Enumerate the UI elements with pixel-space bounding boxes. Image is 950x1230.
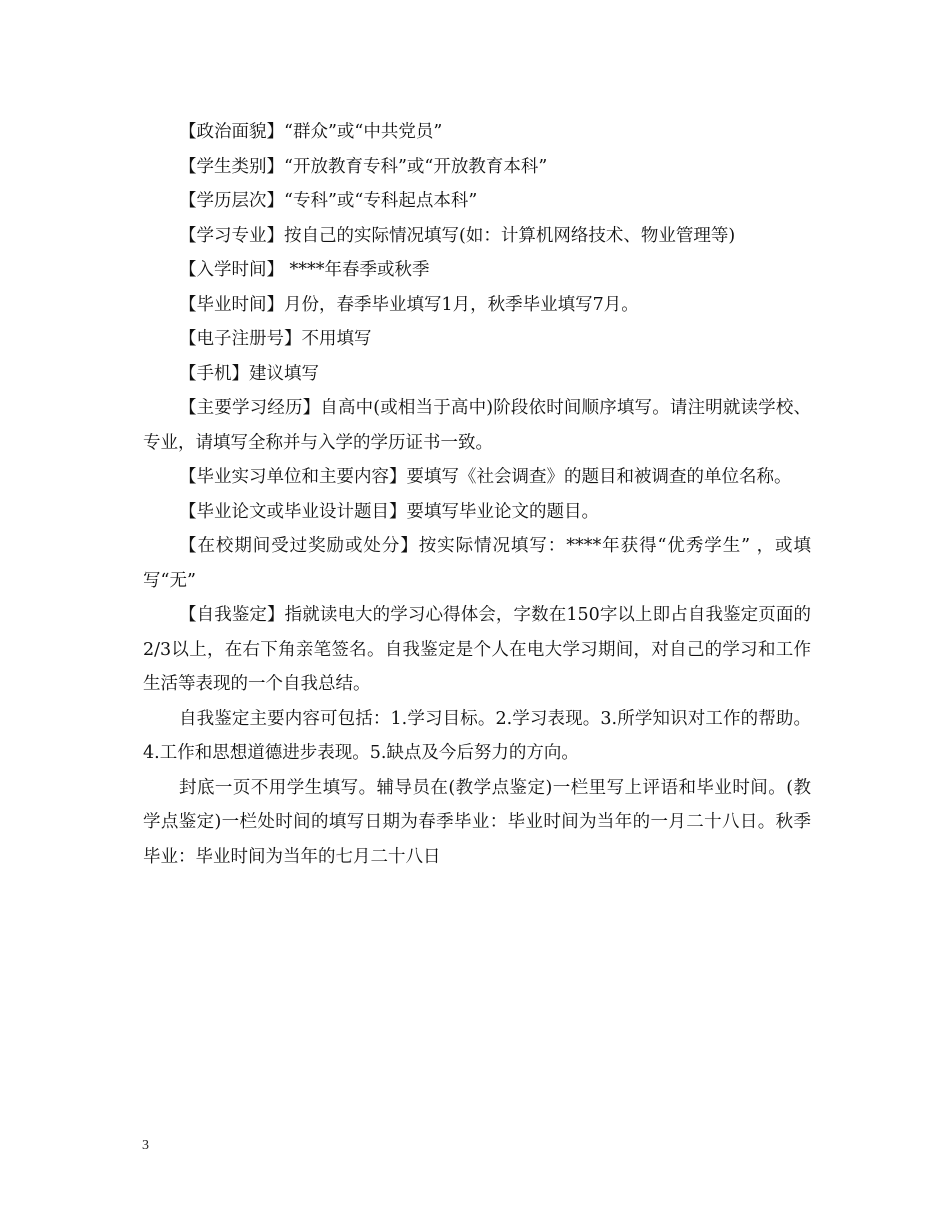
paragraph-self-assessment: 【自我鉴定】指就读电大的学习心得体会，字数在150字以上即占自我鉴定页面的2/3以上，在右下角亲笔签名。自我鉴定是个人在电大学习期间，对自己的学习和工作生活等表现的一个自我总结。	[143, 605, 811, 694]
paragraph-internship: 【毕业实习单位和主要内容】要填写《社会调查》的题目和被调查的单位名称。	[179, 467, 792, 487]
paragraph-thesis-title: 【毕业论文或毕业设计题目】要填写毕业论文的题目。	[179, 501, 599, 522]
paragraph-education-level: 【学历层次】“专科”或“专科起点本科”	[179, 191, 478, 211]
page-number: 3	[142, 1138, 149, 1153]
paragraph-mobile: 【手机】建议填写	[179, 363, 319, 384]
paragraph-major: 【学习专业】按自己的实际情况填写(如：计算机网络技术、物业管理等)	[179, 225, 736, 246]
paragraph-back-cover: 封底一页不用学生填写。辅导员在(教学点鉴定)一栏里写上评语和毕业时间。(教学点鉴定)一栏处时间的填写日期为春季毕业：毕业时间为当年的一月二十八日。秋季毕业：毕业时间为当年的七月二十八日	[143, 777, 811, 867]
paragraph-registration-number: 【电子注册号】不用填写	[179, 329, 372, 349]
paragraph-study-history: 【主要学习经历】自高中(或相当于高中)阶段依时间顺序填写。请注明就读学校、专业，请填写全称并与入学的学历证书一致。	[143, 398, 811, 453]
paragraph-political-status: 【政治面貌】“群众”或“中共党员”	[179, 122, 443, 142]
paragraph-awards: 【在校期间受过奖励或处分】按实际情况填写：****年获得“优秀学生” ，或填写“无”	[143, 536, 811, 591]
paragraph-self-assessment-content: 自我鉴定主要内容可包括：1.学习目标。2.学习表现。3.所学知识对工作的帮助。4.工作和思想道德进步表现。5.缺点及今后努力的方向。	[143, 708, 811, 763]
document-body	[143, 115, 811, 874]
paragraph-enrollment-time: 【入学时间】 ****年春季或秋季	[179, 260, 430, 280]
paragraph-graduation-time: 【毕业时间】月份，春季毕业填写1月，秋季毕业填写7月。	[179, 294, 639, 315]
paragraph-student-category: 【学生类别】“开放教育专科”或“开放教育本科”	[179, 156, 548, 177]
